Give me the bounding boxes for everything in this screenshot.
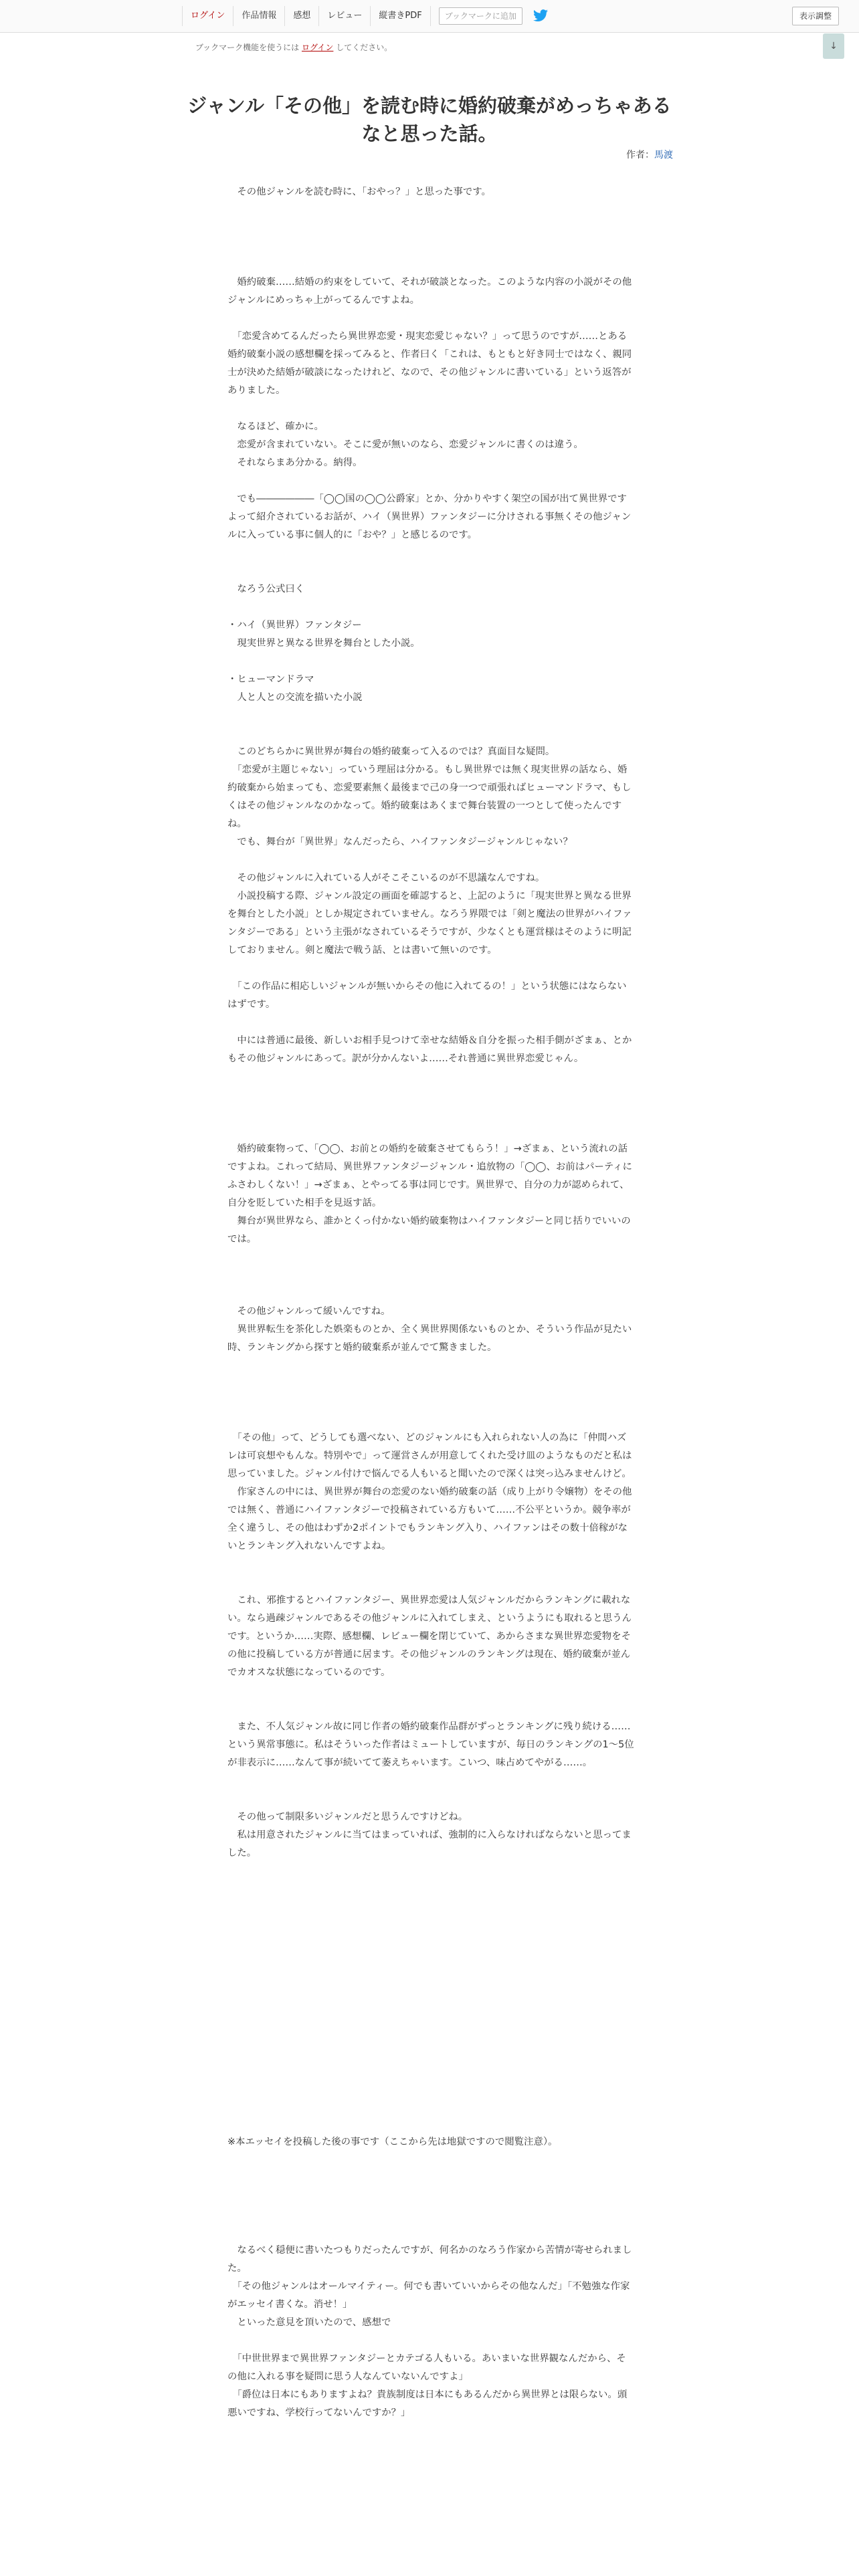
- body-paragraph: [227, 237, 634, 255]
- body-paragraph: [227, 1104, 634, 1122]
- add-bookmark-button[interactable]: ブックマークに追加: [439, 7, 522, 25]
- body-paragraph: その他ジャンルって緩いんですね。: [227, 1306, 391, 1317]
- top-nav: [182, 6, 549, 26]
- body-paragraph: このどちらかに異世界が舞台の婚約破棄って入るのでは？真面目な疑問。: [227, 746, 555, 757]
- body-paragraph: [227, 1772, 634, 1790]
- body-paragraph: [227, 707, 634, 725]
- display-settings-button[interactable]: 表示調整: [792, 7, 839, 25]
- body-paragraph: [227, 1971, 634, 1989]
- page-title: ジャンル「その他」を読む時に婚約破棄がめっちゃあるなと思った話。: [187, 94, 672, 146]
- body-paragraph: その他ジャンルに入れている人がそこそこいるのが不思議なんですね。: [227, 873, 545, 883]
- body-paragraph: [227, 1953, 634, 1971]
- body-paragraph: [227, 472, 634, 490]
- notice-prefix: ブックマーク機能を使うには: [195, 43, 302, 52]
- scroll-down-button[interactable]: ↓: [823, 33, 844, 59]
- body-paragraph: [227, 1917, 634, 1935]
- body-paragraph: なろう公式曰く: [227, 584, 305, 595]
- body-paragraph: [227, 562, 634, 580]
- body-paragraph: [227, 2115, 634, 2133]
- body-paragraph: [227, 2097, 634, 2115]
- body-paragraph: 婚約破棄物って、「◯◯、お前との婚約を破棄させてもらう！」→ざまぁ、という流れの話ですよね。これって結局、異世界ファンタジージャンル・追放物の「◯◯、お前はパーティにふさわしくない！」→ざまぁ、とやってる事は同じです。異世界で、自分の力が認められて、自分を貶していた相手を見返す話。: [227, 1144, 632, 1208]
- body-paragraph: ※本エッセイを投稿した後の事です（ここから先は地獄ですので閲覧注意）。: [227, 2137, 558, 2147]
- body-paragraph: [227, 599, 634, 617]
- nav-review[interactable]: レビュー: [319, 6, 371, 26]
- body-paragraph: これ、邪推するとハイファンタジー、異世界恋愛は人気ジャンルだからランキングに載れない。なら過疎ジャンルであるその他ジャンルに入れてしまえ、というようにも取れると思うんです。というか……実際、感想欄、レビュー欄を閉じていて、あからさまな異世界恋愛物をその他に投稿している方が普通に居ます。その他ジャンルのランキングは現在、婚約破棄が並んでカオスな状態になっているのです。: [227, 1595, 632, 1678]
- body-paragraph: [227, 1068, 634, 1086]
- body-paragraph: [227, 1122, 634, 1140]
- nav-impressions[interactable]: 感想: [285, 6, 319, 26]
- body-paragraph: [227, 1375, 634, 1393]
- body-paragraph: [227, 1899, 634, 1917]
- author-link[interactable]: 馬渡: [654, 150, 673, 160]
- body-paragraph: [227, 255, 634, 274]
- body-paragraph: 「恋愛含めてるんだったら異世界恋愛・現実恋愛じゃない？」って思うのですが……とある婚約破棄小説の感想欄を採ってみると、作者曰く「これは、もともと好き同士ではなく、親同士が決めた結婚が破談になったけれど、なので、その他ジャンルに書いている」という返答がありました。: [227, 331, 632, 396]
- nav-vertical-pdf[interactable]: 縦書きPDF: [371, 6, 430, 26]
- body-paragraph: [227, 2061, 634, 2079]
- body-paragraph: [227, 2043, 634, 2061]
- body-paragraph: 「爵位は日本にもありますよね？貴族制度は日本にもあるんだから異世界とは限らない。頭悪いですね、学校行ってないんですか？」: [227, 2389, 628, 2418]
- body-paragraph: 「その他ジャンルはオールマイティー。何でも書いていいからその他なんだ」「不勉強な作家がエッセイ書くな。消せ！」: [227, 2281, 630, 2310]
- body-paragraph: [227, 1393, 634, 1411]
- body-paragraph: [227, 1682, 634, 1700]
- body-paragraph: なるほど、確かに。: [227, 421, 324, 432]
- body-paragraph: でも、舞台が「異世界」なんだったら、ハイファンタジージャンルじゃない？: [227, 837, 573, 847]
- bookmark-notice: [195, 41, 392, 53]
- body-paragraph: [227, 400, 634, 418]
- body-paragraph: その他って制限多いジャンルだと思うんですけどね。: [227, 1812, 468, 1822]
- essay-body: [227, 183, 634, 2422]
- body-paragraph: 私は用意されたジャンルに当てはまっていれば、強制的に入らなければならないと思ってました。: [227, 1830, 632, 1858]
- body-paragraph: また、不人気ジャンル故に同じ作者の婚約破棄作品群がずっとランキングに残り続ける……という異常事態に。私はそういった作者はミュートしていますが、毎日のランキングの1〜5位が非表示に……なんて事が続いてて萎えちゃいます。こいつ、味占めてやがる……。: [227, 1721, 634, 1768]
- body-paragraph: [227, 1267, 634, 1285]
- nav-login[interactable]: ログイン: [182, 6, 233, 26]
- body-paragraph: [227, 1357, 634, 1375]
- nav-work-info[interactable]: 作品情報: [233, 6, 285, 26]
- body-paragraph: なるべく穏便に書いたつもりだったんですが、何名かのなろう作家から苦情が寄せられました。: [227, 2245, 632, 2274]
- body-paragraph: ・ヒューマンドラマ: [227, 674, 314, 685]
- notice-suffix: してください。: [333, 43, 393, 52]
- body-paragraph: [227, 1086, 634, 1104]
- body-paragraph: [227, 1014, 634, 1032]
- body-paragraph: [227, 1700, 634, 1718]
- body-paragraph: といった意見を頂いたので、感想で: [227, 2317, 391, 2328]
- body-paragraph: 恋愛が含まれていない。そこに愛が無いのなら、恋愛ジャンルに書くのは違う。: [227, 439, 583, 450]
- body-paragraph: 「その他」って、どうしても選べない、どのジャンルにも入れられない人の為に「仲間ハズレは可哀想やもんな。特別やで」って運営さんが用意してくれた受け皿のようなものだと私は思っていました。ジャンル付けで悩んでる人もいると聞いたので深くは突っ込みませんけど。: [227, 1432, 632, 1479]
- body-paragraph: [227, 310, 634, 328]
- body-paragraph: [227, 2151, 634, 2169]
- body-paragraph: [227, 1935, 634, 1953]
- body-paragraph: [227, 2169, 634, 2187]
- body-paragraph: [227, 1790, 634, 1808]
- body-paragraph: [227, 725, 634, 743]
- body-paragraph: でも――――――「◯◯国の◯◯公爵家」とか、分かりやすく架空の国が出て異世界ですよって紹介されているお話が、ハイ（異世界）ファンタジーに分けされる事無くその他ジャンルに入っている事に個人的に「おや？」と感じるのです。: [227, 494, 632, 540]
- body-paragraph: 現実世界と異なる世界を舞台とした小説。: [227, 638, 420, 649]
- body-paragraph: [227, 2187, 634, 2206]
- body-paragraph: [227, 1285, 634, 1303]
- body-paragraph: 異世界転生を茶化した娯楽ものとか、全く異世界関係ないものとか、そういう作品が見たい時、ランキングから探すと婚約破棄系が並んでて驚きました。: [227, 1324, 632, 1353]
- body-paragraph: [227, 1989, 634, 2007]
- body-paragraph: [227, 1881, 634, 1899]
- body-paragraph: [227, 1574, 634, 1592]
- body-paragraph: 「恋愛が主題じゃない」っていう理屈は分かる。もし異世界では無く現実世界の話なら、婚約破棄から始まっても、恋愛要素無く最後まで己の身一つで頑張ればヒューマンドラマ、もしくはその他ジャンルなのかなって。婚約破棄はあくまで舞台装置の一つとして使ったんですね。: [227, 764, 632, 829]
- author-line: [626, 148, 673, 161]
- body-paragraph: [227, 2007, 634, 2025]
- body-paragraph: 中には普通に最後、新しいお相手見つけて幸せな結婚＆自分を振った相手側がざまぁ、とかもその他ジャンルにあって。訳が分かんないよ……それ普通に異世界恋愛じゃん。: [227, 1035, 632, 1064]
- author-label: 作者：: [626, 150, 654, 160]
- body-paragraph: [227, 1555, 634, 1574]
- body-paragraph: 婚約破棄……結婚の約束をしていて、それが破談となった。このような内容の小説がその他ジャンルにめっちゃ上がってるんですよね。: [227, 277, 632, 306]
- body-paragraph: [227, 544, 634, 562]
- body-paragraph: [227, 2025, 634, 2043]
- body-paragraph: ・ハイ（異世界）ファンタジー: [227, 620, 362, 631]
- body-paragraph: [227, 851, 634, 869]
- body-paragraph: 「中世世界まで異世界ファンタジーとカテゴる人もいる。あいまいな世界観なんだから、その他に入れる事を疑問に思う人なんていないんですよ」: [227, 2353, 626, 2382]
- top-bar: [0, 0, 859, 33]
- body-paragraph: [227, 2332, 634, 2350]
- body-paragraph: [227, 219, 634, 237]
- body-paragraph: [227, 2206, 634, 2224]
- body-paragraph: [227, 960, 634, 978]
- body-paragraph: 小説投稿する際、ジャンル設定の画面を確認すると、上記のように「現実世界と異なる世界を舞台とした小説」としか規定されていません。なろう界隈では「剣と魔法の世界がハイファンタジーである」という主張がなされているそうですが、少なくとも運営様はそのように明記しておりません。剣と魔法で戦う話、とは書いて無いのです。: [227, 891, 632, 956]
- body-paragraph: [227, 201, 634, 219]
- body-paragraph: [227, 653, 634, 671]
- body-paragraph: [227, 1862, 634, 1881]
- body-paragraph: それならまあ分かる。納得。: [227, 457, 363, 468]
- body-paragraph: 人と人との交流を描いた小説: [227, 692, 363, 703]
- body-paragraph: [227, 2224, 634, 2242]
- body-paragraph: [227, 2079, 634, 2097]
- notice-login-link[interactable]: ログイン: [301, 43, 334, 52]
- body-paragraph: [227, 1249, 634, 1267]
- twitter-icon[interactable]: [532, 7, 549, 25]
- body-paragraph: [227, 1411, 634, 1429]
- body-paragraph: 「この作品に相応しいジャンルが無いからその他に入れてるの！」という状態にはならないはずです。: [227, 981, 627, 1010]
- body-paragraph: 作家さんの中には、異世界が舞台の恋愛のない婚約破棄の話（成り上がり令嬢物）をその他では無く、普通にハイファンタジーで投稿されている方もいて……不公平というか。競争率が全く違うし、その他はわずか2ポイントでもランキング入り、ハイファンはその数十倍稼がないとランキング入れないんですよね。: [227, 1487, 632, 1551]
- body-paragraph: 舞台が異世界なら、誰かとくっ付かない婚約破棄物はハイファンタジーと同じ括りでいいのでは。: [227, 1216, 631, 1245]
- body-paragraph: その他ジャンルを読む時に、「おやっ？」と思った事です。: [227, 187, 491, 197]
